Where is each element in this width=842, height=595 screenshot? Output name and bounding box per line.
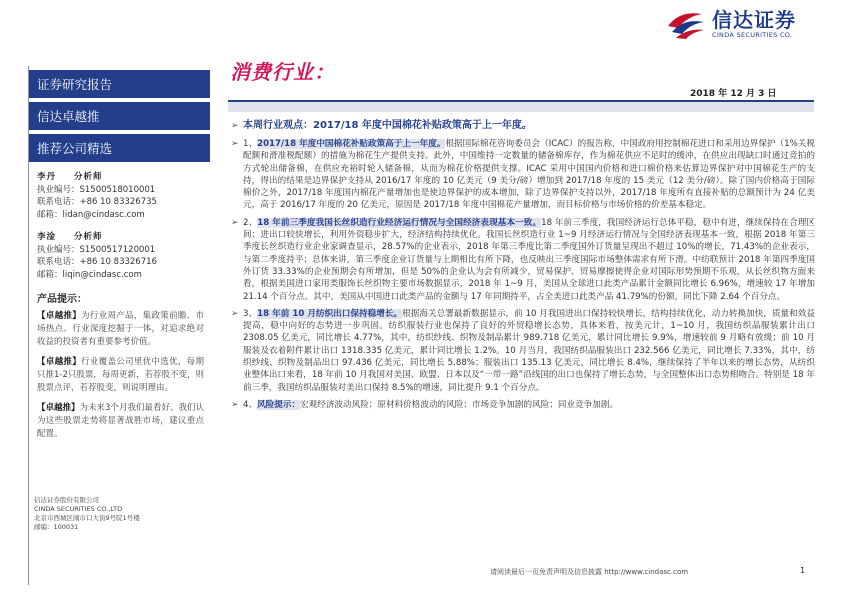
tip-item [37,310,204,349]
main-content [229,119,815,411]
tip-tag: 【卓越推】 [37,403,80,413]
page-title: 消费行业： [230,60,335,84]
item-lead: 4、 [243,399,258,410]
tips-title: 产品提示： [37,294,87,305]
tip-tag: 【卓越推】 [37,311,82,321]
analyst-name-row [37,231,204,244]
sidebar-tab-excellence: 信达卓越推 [29,102,210,130]
analyst-role: 分析师 [74,172,103,182]
arrow-icon: ➢ [231,399,239,410]
analyst-email[interactable]: 邮箱：liqin@cindasc.com [37,269,142,280]
page-number: 1 [800,566,806,575]
tip-text: 为未来3个月我们最看好、我们认为这些股票走势将显著战胜市场，建议重点配置。 [37,403,204,439]
item-lead: 3、 [243,308,258,319]
item-highlight: 风险提示： [257,399,301,410]
item-body: 根据海关总署最新数据显示，前 10 月我国进出口保持较快增长，结构持续优化，动力转换加快，质量和效益提高，稳中向好的态势进一步巩固。纺织服装行业也保持了良好的外贸稳增长态势，具体来看，按美元计，1~10 月，我国纺织品服装累计出口 2308.05 亿美元，同比增长 4.77%，其中，纺织纱线、织物及制品累计 989.718 亿美元，累计同比增长 9.9%，增速较前 9 月略有放缓；前 10 月服装及衣着附件累计出口 1318.335 亿美元，累计同比增长 1.2%。10 月当月，我国纺织品服装出口 232.566 亿美元，同比增长 7.33%，其中，纺织纱线、织物及制品出口 97.436 亿美元，同比增长 5.88%；服装出口 135.13 亿美元，同比增长 8.4%，继续保持了半年以来的增长态势，从纺织业整体出口来看，18 年前 10 月我国对美国、欧盟、日本以及“一带一路”沿线国的出口也保持了增长态势，与全国整体出口态势相吻合。特别是 18 年前三季，我国纺织品服装对美出口保持 8.5%的增速，同比提升 9.1 个百分点。 [243,308,816,393]
view-heading [229,119,815,133]
item-body: 根据国际棉花咨询委员会（ICAC）的报告称，中国政府用控制棉花进口和采用边界保护（1%关税配额和滑准税配额）的措施为棉花生产提供支持。此外，中国维持一定数量的储备棉库存，作为棉花供应不足时的缓冲，在供应出现缺口时通过竞拍的方式轮出储备棉，在供应充裕时轮入储备棉，从而为棉花价格提供支撑。ICAC 采用中国国内价格和进口棉价格来估算边界保护对中国棉花生产的支持，得出的结果是边界保护支持从 2016/17 年度的 10 亿美元（9 美分/磅）增加到 2017/18 年度的 15 美元（12 美分/磅）。除了国内价格高于国际棉价之外，2017/18 年度国内棉花产量增加也是使边界保护的成本增加，除了边界保护支持以外，2017/18 年度所有直接补贴的总额预计为 24 亿美元，高于 2016/17 年度的 20 亿美元，原因是 2017/18 年度中国棉花产量增加，而目标价格与市场价格的价差基本稳定。 [243,139,816,211]
analyst-license: 执业编号：S1500518010001 [37,184,156,195]
report-date: 2018 年 12 月 3 日 [690,89,777,99]
brand-logo [666,8,796,40]
header-divider [228,100,814,112]
analyst-card [29,221,210,281]
item-body: 18 年前三季度，我国经济运行总体平稳，稳中有进，继续保持在合理区间；进出口较快增长，利用外资稳步扩大，经济结构持续优化。我国长丝织造行业 1~9 月经济运行情况与全国经济表现基本一致，根据 2018 年第三季度长丝织造行业企业家调查显示，28.57%的企业表示，2018 年第三季度比第二季度国外订货量呈现出不超过 10%的增长，71.43%的企业表示，与第二季度持平；总体来讲，第三季度企业订货量与上期相比有所下降，也反映出三季度国际市场整体需求有所下滑。中纺联预计 2018 年第四季度国外订货 33.33%的企业预期会有所增加，但是 50%的企业认为会有所减少，贸易保护、贸易摩擦使得企业对国际形势预期不乐观，从长丝织物方面来看，根据美国进口家用类服饰长丝织物主要市场数据显示，2018 年 1~9 月，美国从全球进口此类产品累计金额同比增长 6.96%，增速较 17 年增加 21.14 个百分点。其中，美国从中国进口此类产品的金额与 17 年同期持平，占全美进口此类产品 41.79%的份额，同比下降 2.64 个百分点。 [243,217,816,302]
arrow-icon: ➢ [231,139,239,149]
brand-name-en: CINDA SECURITIES CO. [712,30,793,39]
sidebar-tab-picks: 推荐公司精选 [29,134,210,162]
company-info [34,496,204,532]
tip-item [37,356,204,395]
tip-text: 为行业周产品，集政策前瞻、市场热点、行业深度挖掘于一体，对追求绝对收益的投资者有重要参考价值。 [37,311,204,347]
item-lead: 1、 [243,139,258,149]
footer-disclaimer[interactable]: 请阅读最后一页免责声明及信息披露 http://www.cindasc.com [490,568,689,576]
analyst-card [29,162,210,221]
company-name-cn: 信达证券股份有限公司 [34,496,99,504]
analyst-phone: 联系电话：+86 10 83326735 [37,197,157,207]
view-heading-text: 本周行业观点：2017/18 年度中国棉花补贴政策高于上一年度。 [243,120,532,131]
cinda-logo-icon [666,8,706,40]
list-item [229,308,815,394]
product-tips [29,281,210,441]
item-highlight: 18 年前三季度我国长丝织造行业经济运行情况与全国经济表现基本一致。 [257,217,542,228]
analyst-license: 执业编号：S1500517120001 [37,244,156,255]
item-body: 宏观经济波动风险；原材料价格波动的风险；市场竞争加剧的风险；同业竞争加剧。 [300,399,619,410]
arrow-icon: ➢ [231,308,239,319]
company-postcode: 邮编：100031 [34,523,79,531]
company-address: 北京市西城区闹市口大街9号院1号楼 [34,514,140,522]
item-lead: 2、 [243,217,258,228]
brand-name: 信达证券 [712,7,796,32]
sidebar-tab-report: 证券研究报告 [29,70,210,98]
item-highlight: 2017/18 年度中国棉花补贴政策高于上一年度。 [257,139,446,149]
list-item [229,217,815,303]
tip-item [37,402,204,441]
analyst-email[interactable]: 邮箱：lidan@cindasc.com [37,209,145,220]
analyst-name-row [37,171,204,184]
analyst-name: 李淦 [37,232,57,242]
tip-text: 行业覆盖公司里优中选优，每期只推1-2只股票，每周更新，若荐股不变，则股票点评，若荐股变，则说明理由。 [37,357,204,393]
analyst-role: 分析师 [74,232,103,242]
item-highlight: 18 年前 10 月纺织出口保持稳增长。 [257,308,403,319]
analyst-name: 李丹 [37,172,57,182]
arrow-icon: ➢ [231,217,239,228]
list-item [229,138,815,212]
analyst-phone: 联系电话：+86 10 83326716 [37,257,157,267]
arrow-icon: ➢ [231,121,239,131]
company-name-en: CINDA SECURITIES CO.,LTD [34,505,123,513]
list-item [229,399,815,411]
tip-tag: 【卓越推】 [37,357,82,367]
